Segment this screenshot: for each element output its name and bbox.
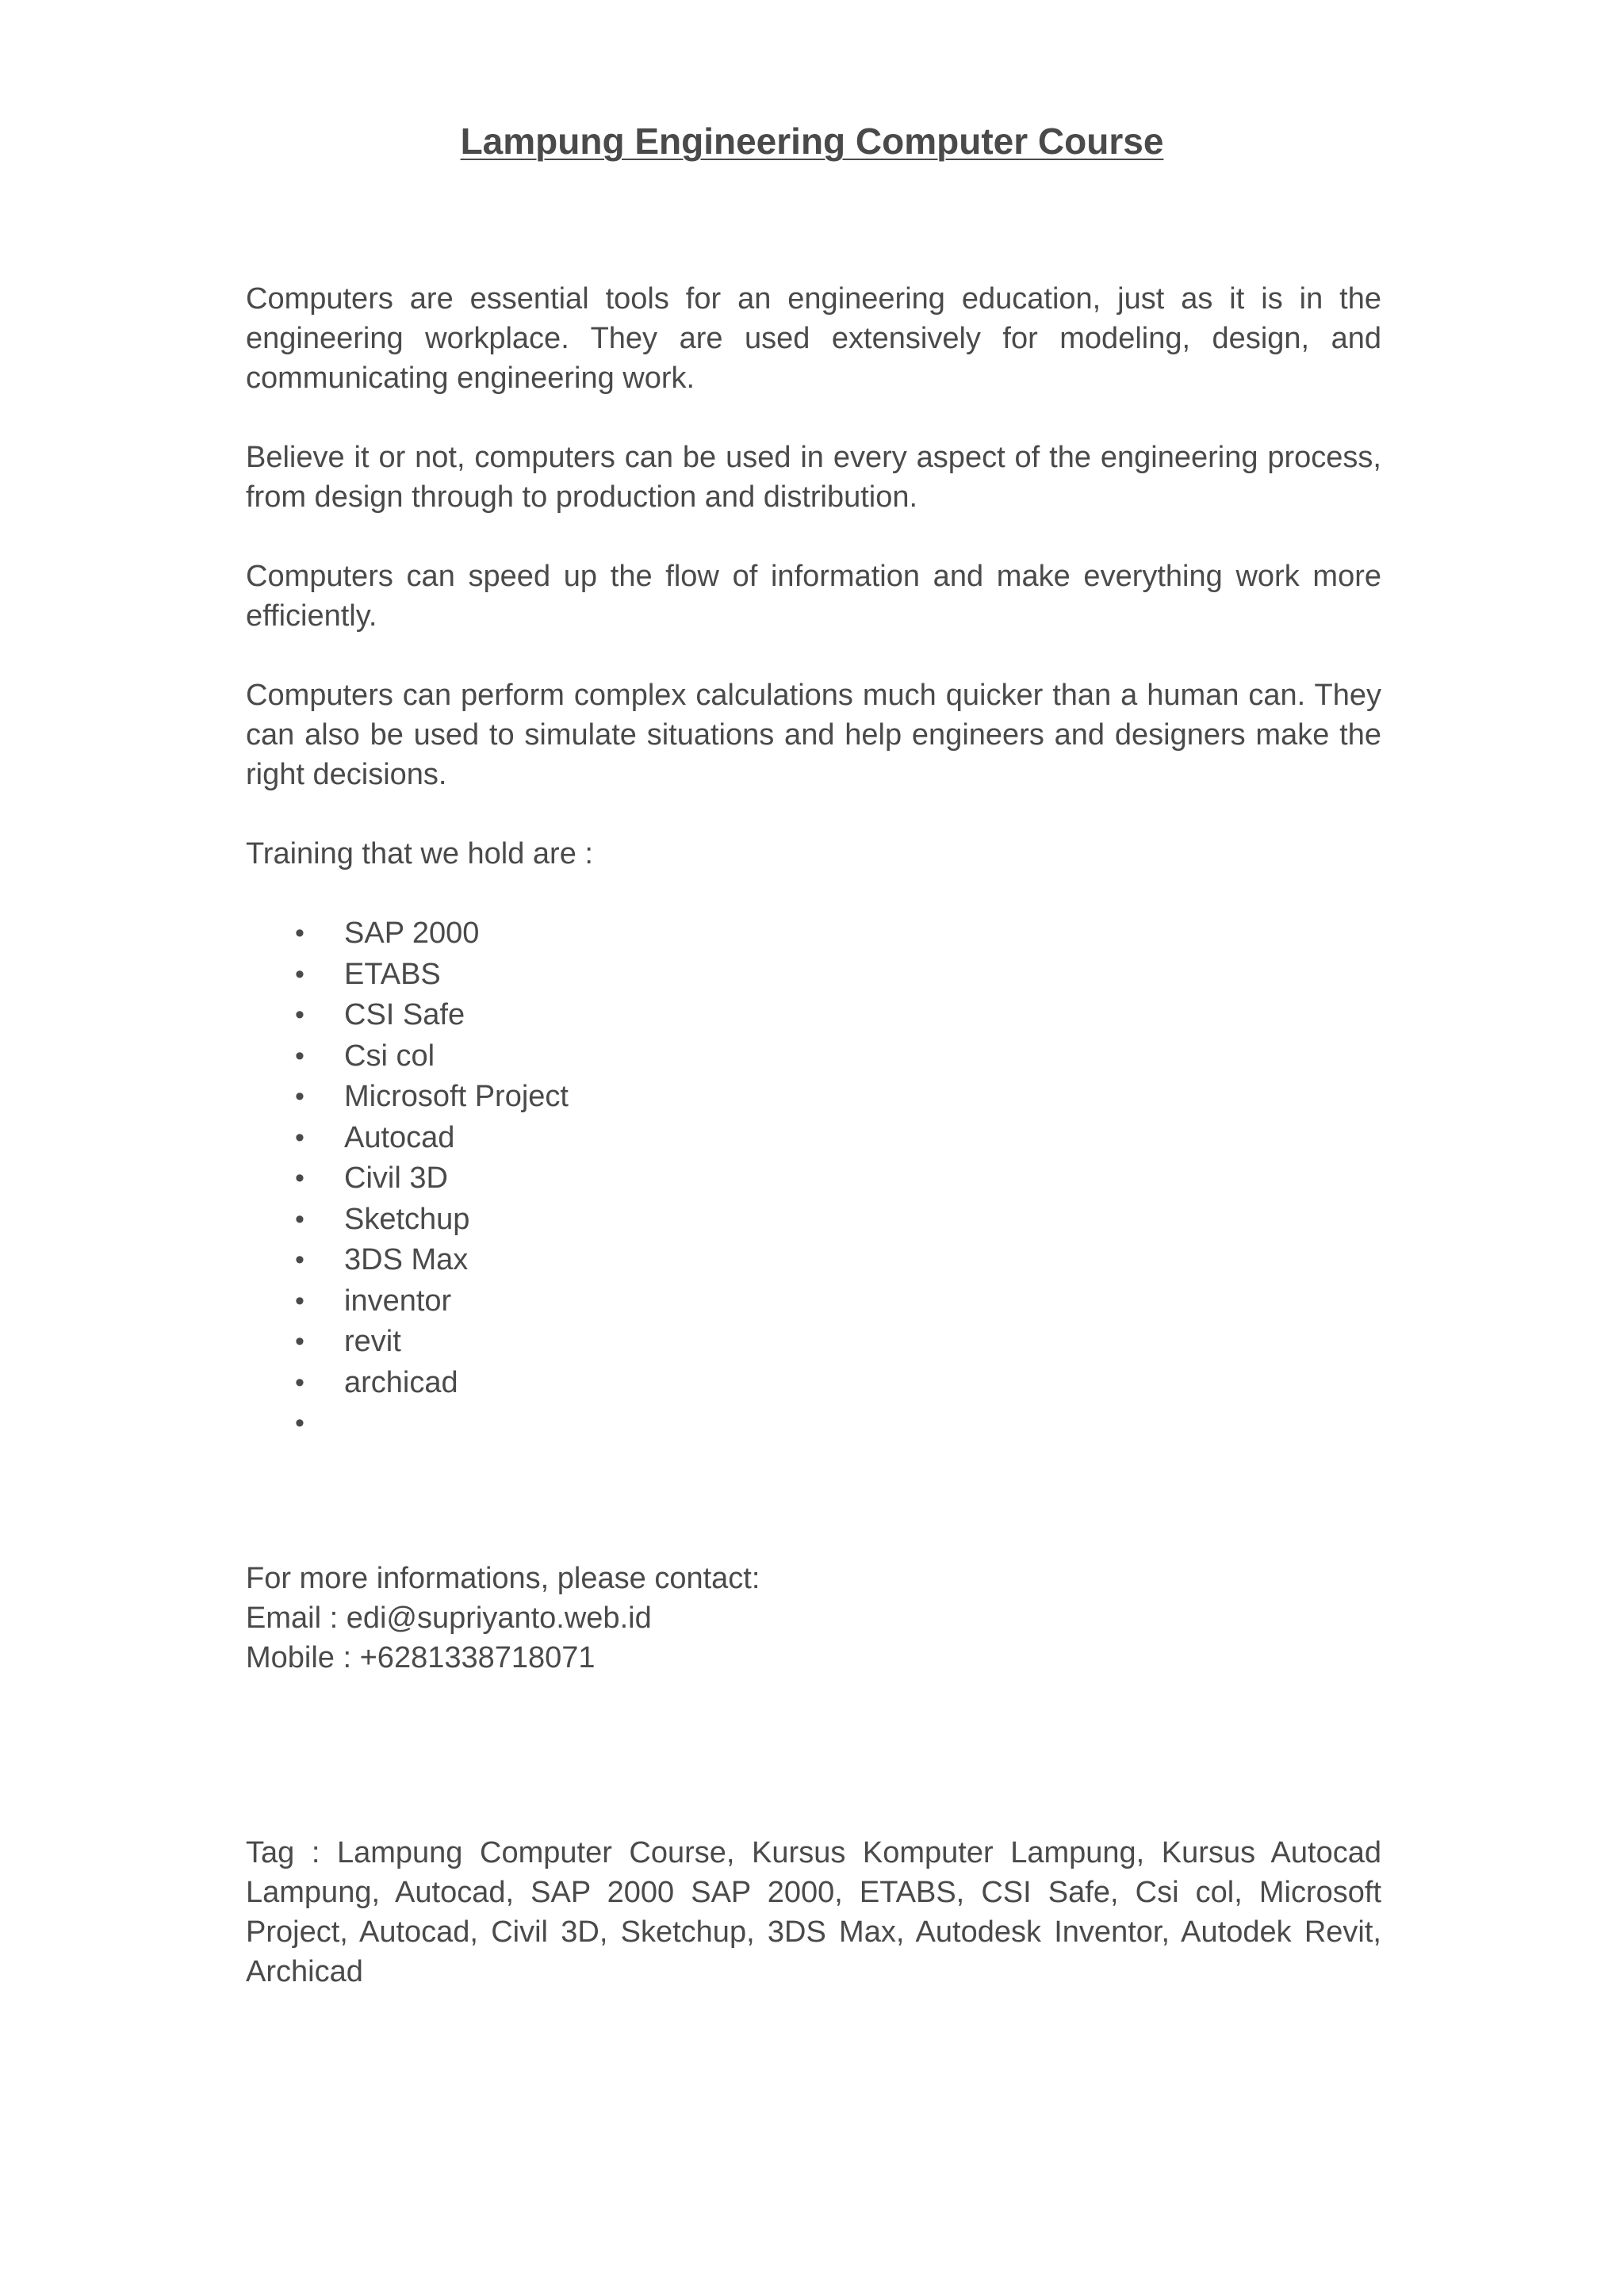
page-title-text: Lampung Engineering Computer Course bbox=[460, 121, 1164, 162]
paragraph: Computers can perform complex calculations much quicker than a human can. They can also be used to simulate situations and help engineers and designers make the right decisions. bbox=[246, 679, 1381, 791]
contact-email: Email : edi@supriyanto.web.id bbox=[246, 1601, 652, 1635]
list-item bbox=[246, 1363, 1381, 1404]
bullet-icon: • bbox=[295, 918, 304, 948]
list-item-label: Csi col bbox=[344, 1039, 435, 1073]
list-item bbox=[246, 1158, 1381, 1200]
training-list bbox=[246, 913, 1381, 1445]
tags-paragraph: Tag : Lampung Computer Course, Kursus Komputer Lampung, Kursus Autocad Lampung, Autocad, SAP 2000 SAP 2000, ETABS, CSI Safe, Csi col, Microsoft Project, Autocad, Civil 3D, Sketchup, 3DS Max, Autodesk Inventor, Autodek Revit, Archicad bbox=[246, 1836, 1381, 1988]
list-item-label: inventor bbox=[344, 1284, 452, 1318]
list-item-label: Sketchup bbox=[344, 1202, 470, 1236]
list-item bbox=[246, 995, 1381, 1036]
list-item bbox=[246, 955, 1381, 996]
bullet-icon: • bbox=[295, 1203, 304, 1234]
list-item bbox=[246, 1118, 1381, 1159]
contact-block bbox=[246, 1559, 1381, 1678]
training-intro: Training that we hold are : bbox=[246, 837, 593, 871]
list-item-empty bbox=[246, 1403, 1381, 1445]
bullet-icon: • bbox=[295, 1326, 304, 1357]
list-item bbox=[246, 1322, 1381, 1363]
list-item bbox=[246, 1077, 1381, 1118]
list-item-label: Microsoft Project bbox=[344, 1080, 569, 1113]
list-item bbox=[246, 1036, 1381, 1077]
paragraph: Computers are essential tools for an engineering education, just as it is in the engineering workplace. They are used extensively for modeling, design, and communicating engineering work. bbox=[246, 282, 1381, 395]
bullet-icon: • bbox=[295, 1245, 304, 1275]
list-item bbox=[246, 1240, 1381, 1281]
list-item bbox=[246, 1281, 1381, 1322]
bullet-icon: • bbox=[295, 1000, 304, 1030]
bullet-icon: • bbox=[295, 1040, 304, 1071]
list-item-label: archicad bbox=[344, 1365, 458, 1399]
bullet-icon: • bbox=[295, 1285, 304, 1316]
paragraph: Computers can speed up the flow of information and make everything work more efficiently. bbox=[246, 560, 1381, 633]
list-item-label: SAP 2000 bbox=[344, 916, 480, 950]
list-item-label: Civil 3D bbox=[344, 1161, 448, 1195]
list-item-label: CSI Safe bbox=[344, 998, 465, 1031]
list-item-label: 3DS Max bbox=[344, 1243, 469, 1276]
document-body bbox=[246, 279, 1381, 1445]
contact-heading: For more informations, please contact: bbox=[246, 1562, 760, 1595]
page-title bbox=[0, 117, 1624, 165]
bullet-icon: • bbox=[295, 1081, 304, 1112]
paragraph: Believe it or not, computers can be used in every aspect of the engineering process, from design through to production and distribution. bbox=[246, 441, 1381, 514]
list-item bbox=[246, 1200, 1381, 1241]
bullet-icon: • bbox=[295, 1163, 304, 1193]
contact-mobile: Mobile : +6281338718071 bbox=[246, 1641, 596, 1674]
list-item-label: revit bbox=[344, 1325, 401, 1358]
list-item-label: ETABS bbox=[344, 957, 441, 991]
bullet-icon: • bbox=[295, 1367, 304, 1398]
bullet-icon: • bbox=[295, 959, 304, 989]
bullet-icon: • bbox=[295, 1408, 304, 1438]
list-item-label: Autocad bbox=[344, 1120, 455, 1154]
bullet-icon: • bbox=[295, 1122, 304, 1153]
list-item bbox=[246, 913, 1381, 955]
